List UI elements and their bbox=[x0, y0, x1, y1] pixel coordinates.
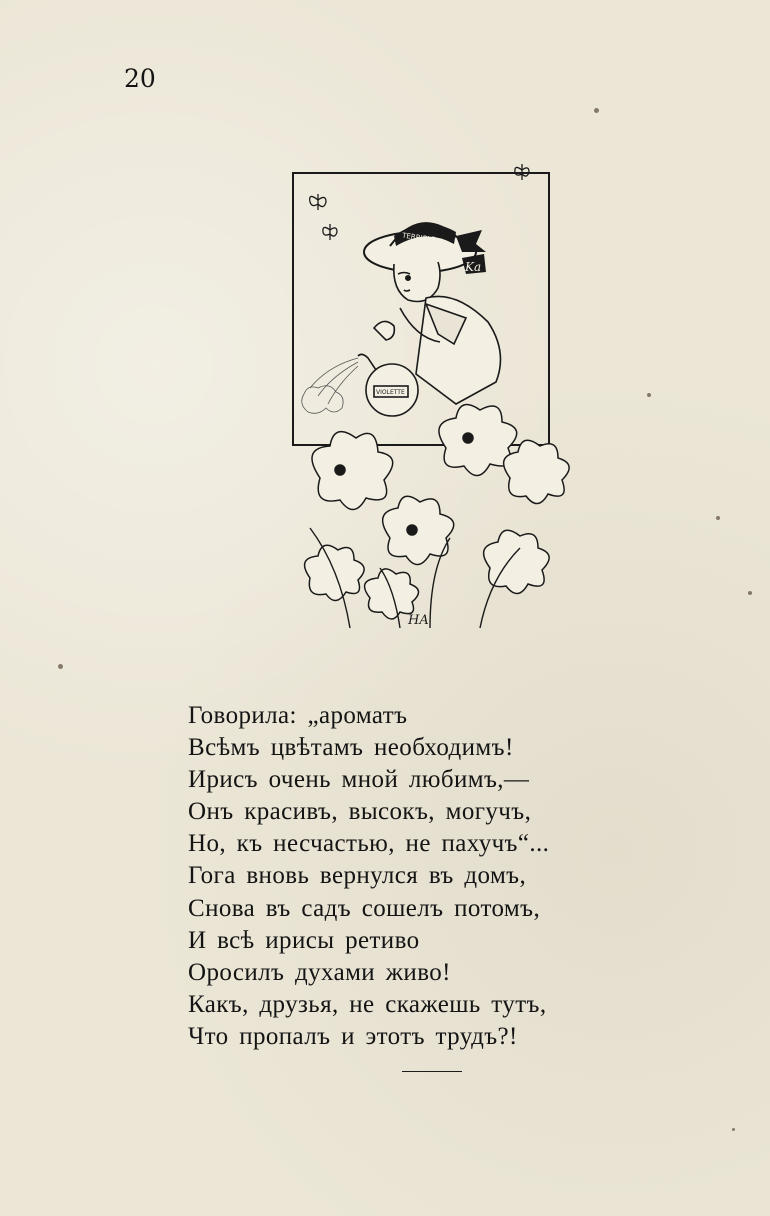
paper-speck bbox=[58, 664, 63, 669]
poem-line: Но, къ несчастью, не пахучъ“... bbox=[188, 830, 550, 858]
paper-speck bbox=[748, 591, 752, 595]
poem-line: Онъ красивъ, высокъ, могучъ, bbox=[188, 798, 532, 826]
boy-face bbox=[394, 262, 440, 302]
poem-line: Всѣмъ цвѣтамъ необходимъ! bbox=[188, 734, 514, 762]
bottle-label-text: VIOLETTE bbox=[376, 389, 405, 396]
ribbon-text: Ka bbox=[465, 260, 482, 274]
artist-signature: HA bbox=[408, 613, 429, 628]
butterfly-icon bbox=[323, 224, 337, 240]
boy-watering-flowers-drawing bbox=[280, 158, 580, 633]
poem-line: Что пропалъ и этотъ трудъ?! bbox=[188, 1022, 518, 1050]
poem-line: Оросилъ духами живо! bbox=[188, 958, 451, 986]
butterfly-icon bbox=[310, 194, 326, 210]
poem-line: Какъ, друзья, не скажешь тутъ, bbox=[188, 990, 547, 1018]
poem-line: Говорила: „ароматъ bbox=[188, 702, 408, 729]
paper-speck bbox=[732, 1128, 735, 1131]
poem-line: Ирисъ очень мной любимъ,— bbox=[188, 766, 530, 794]
page-number: 20 bbox=[124, 64, 156, 93]
iris-flowers bbox=[305, 405, 570, 619]
end-divider bbox=[402, 1071, 462, 1072]
paper-speck bbox=[594, 108, 599, 113]
paper-speck bbox=[716, 516, 720, 520]
spray bbox=[302, 358, 358, 413]
poem bbox=[188, 700, 658, 1053]
hat-band-text: TERRIBLE bbox=[401, 231, 437, 245]
poem-line: Снова въ садъ сошелъ потомъ, bbox=[188, 894, 541, 922]
poem-line: Гога вновь вернулся въ домъ, bbox=[188, 862, 527, 890]
paper-speck bbox=[647, 393, 651, 397]
poem-line: И всѣ ирисы ретиво bbox=[188, 926, 420, 954]
illustration bbox=[280, 158, 580, 633]
illustration-frame bbox=[293, 173, 549, 445]
perfume-bottle bbox=[358, 354, 418, 416]
